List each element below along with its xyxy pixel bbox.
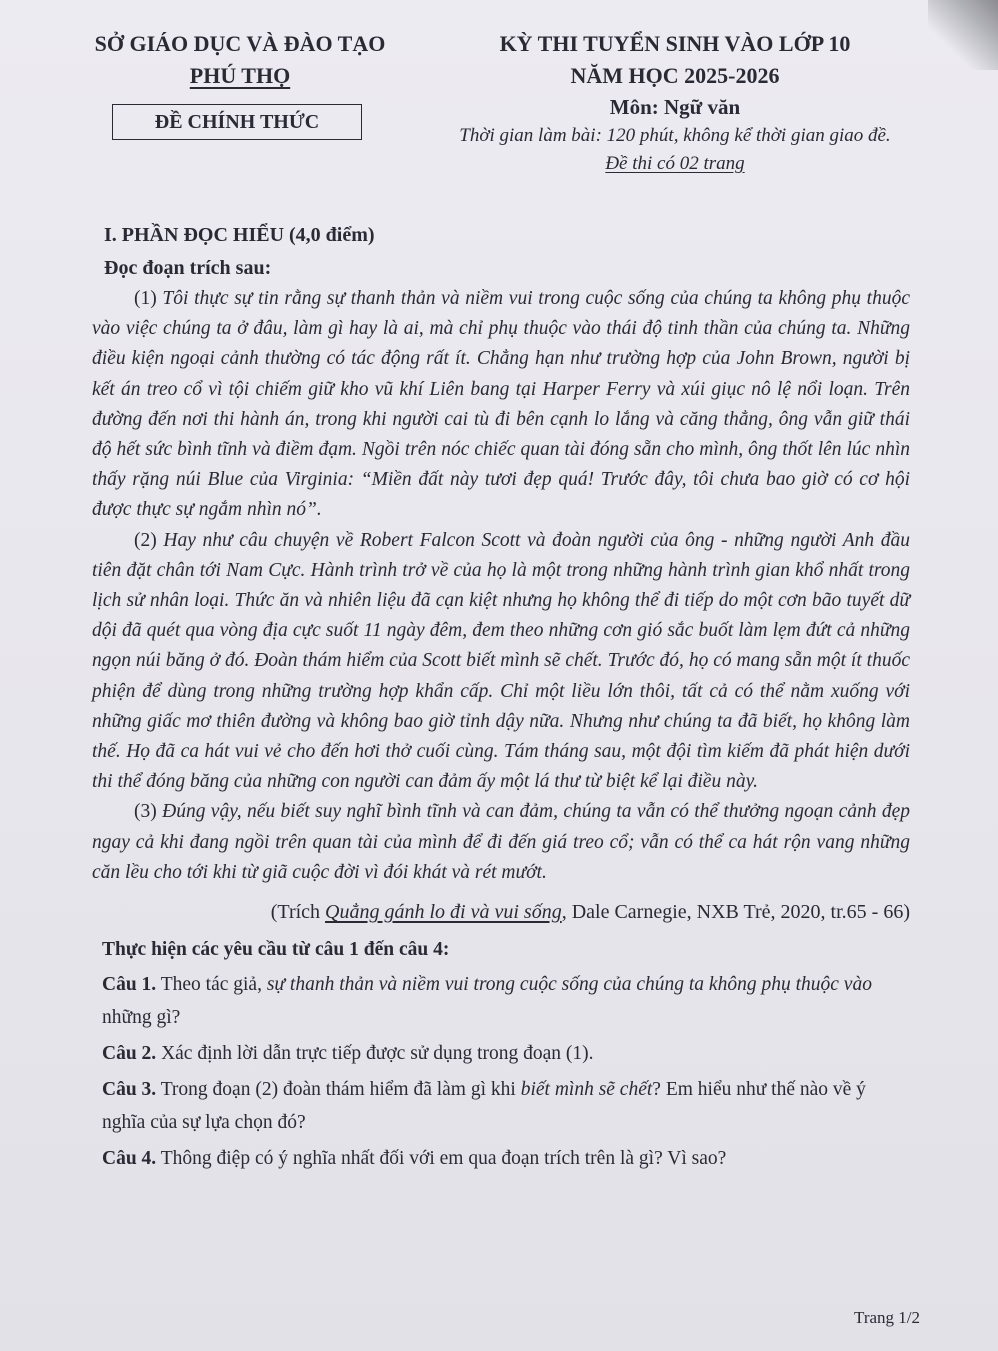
subject: Môn: Ngữ văn <box>609 95 741 119</box>
source-citation <box>92 892 910 932</box>
paragraph-text: Hay như câu chuyện về Robert Falcon Scott và đoàn người của ông - những người Anh đầu tiên đặt chân tới Nam Cực. Hành trình trở về của họ là một trong những hành trình gian khổ nhất trong lịch sử nhân loại. Thức ăn và nhiên liệu đã cạn kiệt nhưng họ không thể đi tiếp do một cơn bão tuyết dữ dội đã quét qua vòng địa cực suốt 11 ngày đêm, đem theo những cơn gió sắc buốt làm lẹm đứt cả những ngọn núi băng ở đó. Đoàn thám hiểm của Scott biết mình sẽ chết. Trước đó, họ có mang sẵn một ít thuốc phiện để dùng trong những trường hợp khẩn cấp. Chỉ một liều lớn thôi, tất cả có thể nằm xuống với những giấc mơ thiên đường và không bao giờ tỉnh dậy nữa. Nhưng như chúng ta đã biết, họ không làm thế. Họ đã ca hát vui vẻ cho đến hơi thở cuối cùng. Tám tháng sau, một đội tìm kiếm đã phát hiện dưới thi thể đóng băng của những con người can đảm ấy một lá thư từ biệt kể lại điều này. <box>92 529 910 793</box>
source-suffix: , Dale Carnegie, NXB Trẻ, 2020, tr.65 - 66) <box>561 901 910 924</box>
paragraph-text: Đúng vậy, nếu biết suy nghĩ bình tĩnh và can đảm, chúng ta vẫn có thể thưởng ngoạn cảnh đẹp ngay cả khi đang ngồi trên quan tài của mình để đi đến giá treo cổ; vẫn có thể ca hát rộn vang những căn lều cho tới khi từ giã cuộc đời vì đói khát và rét mướt. <box>92 801 910 883</box>
paragraph-number: (2) <box>134 529 157 551</box>
source-prefix: (Trích <box>270 901 326 924</box>
question-2 <box>102 1037 910 1070</box>
passage-paragraph <box>92 526 910 798</box>
header-right <box>420 28 930 178</box>
task-instruction: Thực hiện các yêu cầu từ câu 1 đến câu 4: <box>102 939 450 961</box>
read-instruction: Đọc đoạn trích sau: <box>104 257 272 279</box>
question-3 <box>102 1073 910 1139</box>
question-text: Xác định lời dẫn trực tiếp được sử dụng trong đoạn (1). <box>156 1043 594 1065</box>
question-text: Trong đoạn (2) đoàn thám hiểm đã làm gì khi <box>156 1079 521 1101</box>
question-4 <box>102 1142 910 1175</box>
department-name: SỞ GIÁO DỤC VÀ ĐÀO TẠO <box>94 31 386 56</box>
exam-content <box>92 218 910 1178</box>
section-title: I. PHẦN ĐỌC HIỂU (4,0 điểm) <box>104 224 375 246</box>
passage-paragraph <box>92 284 910 526</box>
paragraph-number: (1) <box>134 288 157 309</box>
question-label: Câu 2. <box>102 1043 157 1065</box>
paragraph-number: (3) <box>134 801 157 823</box>
question-text-end: ? Em hiểu như thế nào về ý nghĩa của sự lựa chọn đó? <box>102 1079 866 1134</box>
question-1 <box>102 968 910 1034</box>
exam-title: KỲ THI TUYỂN SINH VÀO LỚP 10 <box>499 31 851 56</box>
province-name: PHÚ THỌ <box>189 63 291 88</box>
question-text: Thông điệp có ý nghĩa nhất đối với em qua đoạn trích trên là gì? Vì sao? <box>156 1148 727 1170</box>
page-corner-shadow <box>928 0 998 70</box>
school-year: NĂM HỌC 2025-2026 <box>570 63 780 88</box>
source-title: Quẳng gánh lo đi và vui sống <box>325 901 562 924</box>
time-limit: Thời gian làm bài: 120 phút, không kể thời gian giao đề. <box>459 125 891 146</box>
header-left <box>80 28 400 92</box>
page-count: Đề thi có 02 trang <box>605 153 745 174</box>
question-emphasis: biết mình sẽ chết <box>520 1079 653 1101</box>
question-emphasis: sự thanh thản và niềm vui trong cuộc sống của chúng ta không phụ thuộc vào <box>266 974 872 996</box>
question-text: Theo tác giả, <box>156 974 267 996</box>
page-number: Trang 1/2 <box>854 1308 920 1327</box>
question-label: Câu 4. <box>102 1148 157 1170</box>
passage-paragraph <box>92 797 910 888</box>
official-exam-box: ĐỀ CHÍNH THỨC <box>112 104 362 140</box>
question-text-end: những gì? <box>102 1007 181 1029</box>
question-label: Câu 1. <box>102 974 157 996</box>
question-label: Câu 3. <box>102 1079 157 1101</box>
paragraph-text: Tôi thực sự tin rằng sự thanh thản và niềm vui trong cuộc sống của chúng ta không phụ thuộc vào việc chúng ta ở đâu, làm gì hay là ai, mà chỉ phụ thuộc vào thái độ tinh thần của chúng ta. Những điều kiện ngoại cảnh thường có tác động rất ít. Chẳng hạn như trường hợp của John Brown, người bị kết án treo cổ vì tội chiếm giữ kho vũ khí Liên bang tại Harper Ferry và xúi giục nô lệ nổi loạn. Trên đường đến nơi thi hành án, trong khi người cai tù đi bên cạnh lo lắng và căng thẳng, ông vẫn giữ thái độ hết sức bình tĩnh và điềm đạm. Ngồi trên nóc chiếc quan tài đóng sẵn cho mình, ông thốt lên lúc nhìn thấy rặng núi Blue của Virginia: “Miền đất này tươi đẹp quá! Trước đây, tôi chưa bao giờ có cơ hội được thực sự ngắm nhìn nó”. <box>92 288 910 521</box>
